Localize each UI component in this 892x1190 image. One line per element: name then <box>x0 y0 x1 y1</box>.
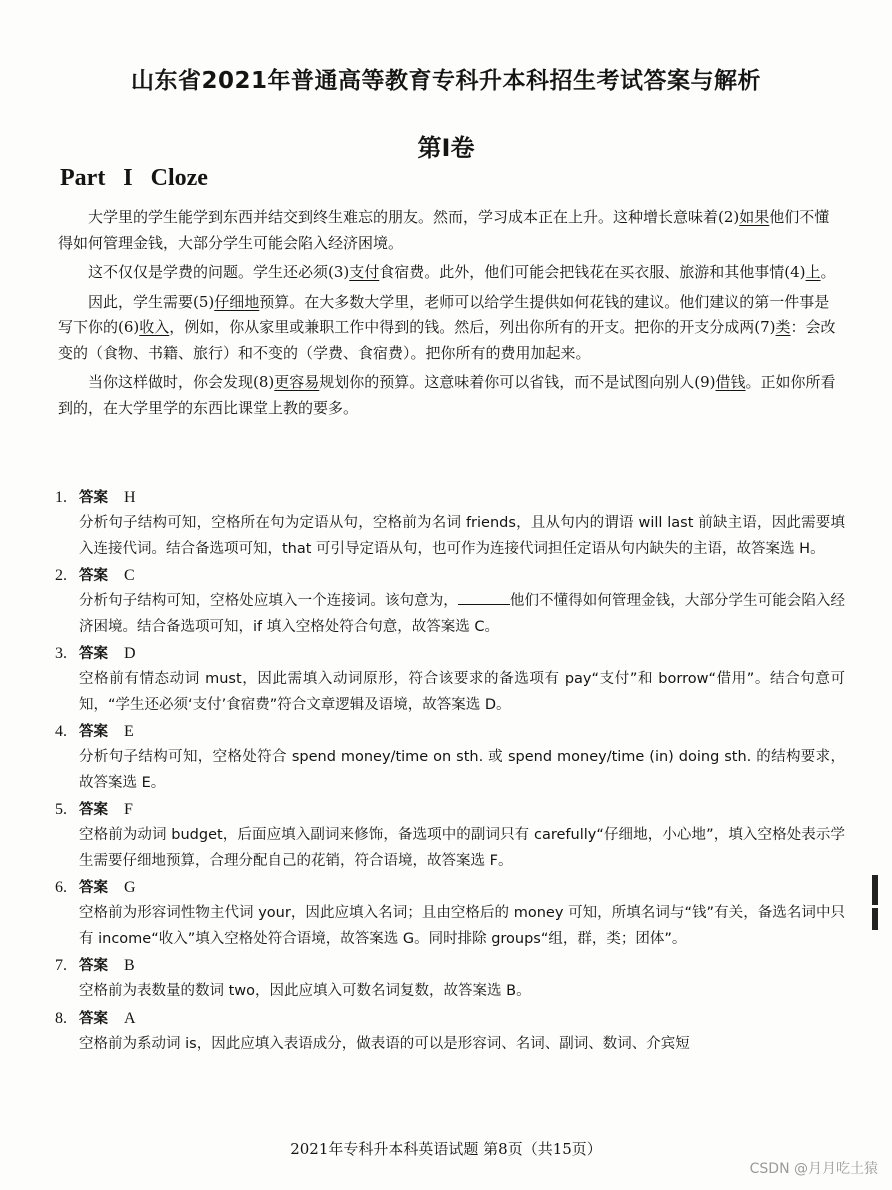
answer-header <box>55 640 845 667</box>
passage-text: 因此，学生需要(5) <box>88 292 215 311</box>
passage-text: ，例如，你从家里或兼职工作中得到的钱。然后，列出你所有的开支。把你的开支分成两(7) <box>169 318 776 336</box>
answer-header <box>55 562 845 589</box>
passage-text: 食宿费。此外，他们可能会把钱花在买衣服、旅游和其他事情(4) <box>379 263 806 281</box>
passage-text: 他们不懂得如何管理金钱，大部分学生可能会陷入经济困境。 <box>58 208 830 252</box>
passage-paragraph <box>58 370 840 421</box>
answer-explanation: 分析句子结构可知，空格所在句为定语从句，空格前为名词 friends，且从句内的谓语 will last 前缺主语，因此需要填入连接代词。结合备选项可知，that 可引导定语从句，也可作为连接代词担任定语从句内缺失的主语，故答案选 H。 <box>79 515 845 557</box>
answer-explanation: 分析句子结构可知，空格处符合 spend money/time on sth. 或 spend money/time (in) doing sth. 的结构要求，故答案选 E。 <box>79 749 845 791</box>
passage-text: 规划你的预算。这意味着你可以省钱，而不是试图向别人(9) <box>319 373 716 391</box>
answer-explanation: 空格前为动词 budget，后面应填入副词来修饰，备选项中的副词只有 carefully“仔细地，小心地”，填入空格处表示学生需要仔细地预算，合理分配自己的花销，符合语境，故答案选 F。 <box>79 827 845 869</box>
passage-text: 当你这样做时，你会发现(8) <box>88 373 275 391</box>
answer-letter: H <box>124 489 136 506</box>
passage-paragraph <box>58 205 840 256</box>
answer-explanation <box>79 589 845 640</box>
passage-answer-underline: 类 <box>775 318 791 336</box>
passage-text: 预算。在大多数大学里，老师可以给学生提供如何花钱的建议。他们建议的第一件事是写下你的(6) <box>58 292 830 336</box>
csdn-watermark: CSDN @月月吃土猿 <box>749 1161 878 1177</box>
answer-item <box>55 952 845 1005</box>
answer-label: 答案 <box>79 958 108 974</box>
passage-text: 大学里的学生能学到东西并结交到终生难忘的朋友。然而，学习成本正在上升。这种增长意味着(2) <box>88 208 740 226</box>
answer-item <box>55 640 845 718</box>
answer-label: 答案 <box>79 490 108 506</box>
answer-number: 2. <box>55 567 67 584</box>
answer-label: 答案 <box>79 802 108 818</box>
answer-number: 4. <box>55 723 67 740</box>
answer-item <box>55 562 845 640</box>
passage-paragraph <box>58 290 840 367</box>
answer-number: 8. <box>55 1009 67 1027</box>
answer-explanation: 空格前为系动词 is，因此应填入表语成分，做表语的可以是形容词、名词、副词、数词、介宾短 <box>79 1035 690 1052</box>
answer-letter: G <box>124 879 136 896</box>
answer-letter: B <box>124 957 135 974</box>
answer-header <box>55 718 845 745</box>
answer-explanation: 空格前有情态动词 must，因此需填入动词原形，符合该要求的备选项有 pay“支付”和 borrow“借用”。结合句意可知，“学生还必须‘支付’食宿费”符合文章逻辑及语境，故答案选 D。 <box>79 671 845 713</box>
answer-header <box>55 796 845 823</box>
passage-answer-underline: 借钱 <box>715 373 746 391</box>
passage-text: 这不仅仅是学费的问题。学生还必须(3) <box>88 263 350 281</box>
answer-number: 7. <box>55 957 67 974</box>
answer-header <box>55 484 845 511</box>
passage-paragraph <box>58 260 840 286</box>
passage-text: 。 <box>820 263 836 281</box>
answer-label: 答案 <box>79 724 108 740</box>
answer-letter: F <box>124 801 133 818</box>
answer-item <box>55 1005 845 1058</box>
answer-letter: A <box>124 1009 136 1027</box>
answer-number: 3. <box>55 645 67 662</box>
answer-item <box>55 718 845 796</box>
answer-item <box>55 484 845 562</box>
answer-list <box>55 484 845 1057</box>
passage-answer-underline: 收入 <box>139 318 170 336</box>
answer-header <box>55 952 845 979</box>
answer-letter: C <box>124 567 135 584</box>
answer-explanation-text: 分析句子结构可知，空格处应填入一个连接词。该句意为， <box>79 593 458 609</box>
answer-number: 1. <box>55 489 67 506</box>
answer-item <box>55 796 845 874</box>
answer-explanation: 空格前为表数量的数词 two，因此应填入可数名词复数，故答案选 B。 <box>79 983 531 999</box>
binding-mark <box>872 908 878 930</box>
answer-explanation-text: 他们不懂得如何管理金钱，大部分学生可能会陷入经济困境。结合备选项可知，if 填入空格处符合句意，故答案选 C。 <box>79 593 846 635</box>
passage-answer-underline: 如果 <box>739 208 770 226</box>
document-title: 山东省2021年普通高等教育专科升本科招生考试答案与解析 <box>130 68 761 94</box>
passage-text: 。正如你所看到的，在大学里学的东西比课堂上教的要多。 <box>58 373 836 417</box>
passage-answer-underline: 上 <box>805 263 821 281</box>
passage-answer-underline: 支付 <box>349 263 380 281</box>
answer-number: 5. <box>55 801 67 818</box>
answer-explanation: 空格前为形容词性物主代词 your，因此应填入名词；且由空格后的 money 可知，所填名词与“钱”有关，备选名词中只有 income“收入”填入空格处符合语境，故答案选 G。同时排除 groups“组，群，类；团体”。 <box>79 905 845 947</box>
answer-label: 答案 <box>79 568 108 584</box>
answer-header <box>55 874 845 901</box>
passage-answer-underline: 更容易 <box>274 373 320 391</box>
answer-item <box>55 874 845 952</box>
answer-letter: E <box>124 723 134 740</box>
binding-mark <box>872 875 878 905</box>
part-heading: Part I Cloze <box>60 165 208 191</box>
fill-blank-line <box>458 590 510 605</box>
passage-answer-underline: 仔细地 <box>214 292 260 311</box>
passage-text: ：会改变的（食物、书籍、旅行）和不变的（学费、食宿费）。把你所有的费用加起来。 <box>58 318 836 362</box>
answer-letter: D <box>124 645 136 662</box>
answer-label: 答案 <box>79 646 108 662</box>
page-footer: 2021年专科升本科英语试题 第8页（共15页） <box>290 1140 602 1158</box>
volume-heading: 第Ⅰ卷 <box>417 134 475 162</box>
answer-label: 答案 <box>79 1010 108 1027</box>
answer-number: 6. <box>55 879 67 896</box>
answer-label: 答案 <box>79 880 108 896</box>
cloze-passage-translation <box>58 205 840 421</box>
answer-header <box>55 1005 845 1032</box>
